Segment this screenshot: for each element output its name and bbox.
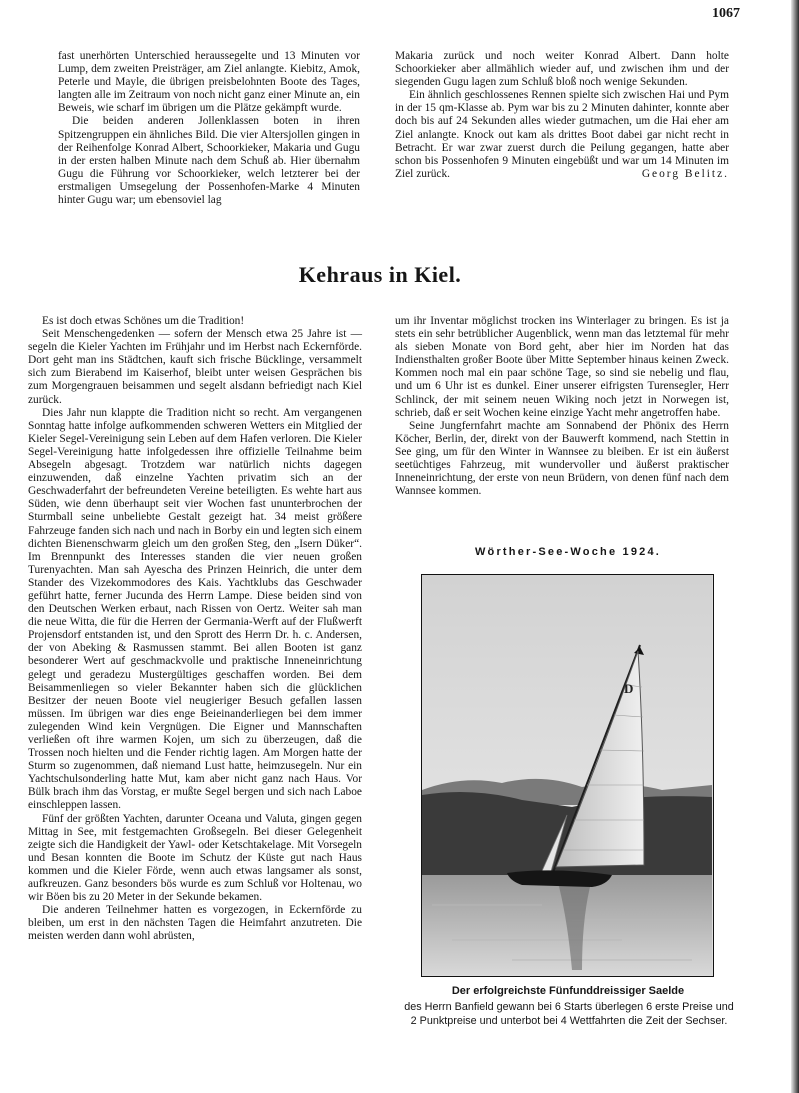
article-right-column [395,315,729,498]
paragraph: Es ist doch etwas Schönes um die Tradition! [42,315,245,327]
paragraph: Die beiden anderen Jollenklassen boten in ihren Spitzengruppen ein ähnliches Bild. Die vier Altersjollen gingen in der Reihenfolge Konrad Albert, Schoorkieker, Makaria und Gugu in der ersten halben Minute nach dem Schuß ab. Hier übernahm Gugu die Führung vor Schoorkieker, welch letzterer bei der erstmaligen Umsegelung der Possenhofen-Marke 4 Minuten hinter Gugu war; um ebensoviel lag [58,115,360,207]
sail-number: D [624,681,634,696]
paragraph: Seine Jungfernfahrt machte am Sonnabend der Phönix des Herrn Köcher, Berlin, der, direkt von der Bauwerft kommend, nach Stettin in See ging, um für den Winter in Wannsee zu bleiben. Er ist ein äußerst seetüchtiges Fahrzeug, mit wundervoller und äußerst praktischer Inneneinrichtung, der erste von neun Brüdern, von denen fünf nach dem Wannsee kommen. [395,419,729,498]
figure-caption-title: Der erfolgreichste Fünfunddreissiger Saelde [451,985,685,997]
paragraph: fast unerhörten Unterschied heraussegelte und 13 Minuten vor Lump, dem zweiten Preisträger, am Ziel anlangte. Kiebitz, Amok, Peterle und Mayle, die übrigen preisbelohnten Boote des Tages, langten alle im Zeitraum von noch nicht ganz einer Minute an, ein Beweis, wie scharf im übrigen um die Plätze gekämpft wurde. [58,50,360,115]
paragraph: um ihr Inventar möglichst trocken ins Winterlager zu bringen. Es ist ja stets ein sehr betrüblicher Augenblick, wenn man das letztemal für mehr als sieben Monate von Bord geht, aber hier im Norden hat das Indiensthalten großer Boote über Mitte September hinaus keinen Zweck. Kommen noch mal ein paar schöne Tage, so sind sie nebelig und flau, und um 6 Uhr ist es dunkel. Einer unserer eifrigsten Turensegler, Herr Schlinck, der mit seinem neuen Wiking noch jetzt in Norwegen ist, schrieb, daß er seit Wochen keine einzige Yacht mehr angetroffen habe. [395,315,729,419]
paragraph: Dies Jahr nun klappte die Tradition nicht so recht. Am vergangenen Sonntag hatte infolge aufkommenden schweren Wetters ein Mitglied der Kieler Segel-Vereinigung sein Leben auf dem Hafen verloren. Die Kieler Segel-Vereinigung hatte infolgedessen ihre offizielle Teilnahme beim Absegeln abgesagt. Trotzdem war natürlich nichts dagegen einzuwenden, daß einzelne Yachten privatim sich an der Geschwaderfahrt der befreundeten Vereine beteiligten. Es wehte hart aus Süden, wie denn überhaupt seit vier Wochen fast ununterbrochen der Sturmball seine unbeliebte Gestalt gezeigt hat. 34 meist größere Fahrzeuge fanden sich nach und nach in Borby ein und legten sich einem dichten Bienenschwarm gleich um den großen Steg, den „Isern Düker“. Im Brennpunkt des Interesses standen die vier neuen großen Turenyachten. Man sah Ayescha des Prinzen Heinrich, die unter dem Stander des Vizekommodores des Kais. Yachtklubs das Geschwader geführt hatte, ferner Jucunda des Herrn Lampe. Diese beiden sind von den Deutschen Werken erbaut, nach Rissen von Oertz. Weiter sah man die neue Witta, die für die Herren der Germania-Werft auf der Flußwerft Projensdorf entstanden ist, und den Sprott des Herrn Dr. h. c. Andersen, der von Abeking & Rasmussen stammt. Bei allen Booten ist ganz besonderer Wert auf geschmackvolle und praktische Inneneinrichtung gelegt und geradezu Mustergültiges geschaffen worden. Bei dem Beisammenliegen so vieler Bekannter haben sich die glücklichen Besitzer der neuen Boote viel neugieriger Besuch gefallen lassen müssen. Im übrigen war dies enge Beieinanderliegen bei dem immer zulegenden Wind kein Vergnügen. Die Eigner und Mannschaften verließen oft ihre warmen Kojen, um sich zu überzeugen, daß die Trossen noch hielten und die Fender richtig lagen. Am Morgen hatte der Sturm so zugenommen, daß niemand Lust hatte, heimzusegeln. Nur ein Yachtschulsonderling hatte Mut, kam aber nicht ganz nach Haus. Vor Bülk brach ihm das Vorstag, er mußte Segel bergen und sich nach Laboe einschleppen lassen. [28,406,362,812]
article-title: Kehraus in Kiel. [298,262,462,287]
paragraph: Makaria zurück und noch weiter Konrad Albert. Dann holte Schoorkieker aber allmählich wieder auf, und zwischen ihm und der siegenden Gugu lagen zum Schluß bloß noch wenige Sekunden. [395,50,729,89]
paragraph: Die anderen Teilnehmer hatten es vorgezogen, in Eckernförde zu bleiben, um erst in den nächsten Tagen die Heimfahrt anzutreten. Die meisten werden dann wohl abrüsten, [28,904,362,943]
sailboat-photo [421,574,714,977]
paragraph: Fünf der größten Yachten, darunter Oceana und Valuta, gingen gegen Mittag in See, mit festgemachten Großsegeln. Bei dieser Gelegenheit zeigte sich die Handigkeit der Yawl- oder Ketschtakelage. Mit Vorsegeln und Besan konnten die Boote im Schutz der Küste gut nach Haus kommen und die Kieler Förde, wenn auch etwas langsamer als sonst, aufkreuzen. Ganz besonders bös wurde es zum Schluß vor Holtenau, wo wir Böen bis zu 20 Meter in der Sekunde bekamen. [28,812,362,904]
previous-article-left-column [58,50,360,207]
binding-shadow [791,0,799,1093]
article-left-column [28,315,362,944]
author-signature: Georg Belitz. [641,167,729,180]
figure-heading: Wörther-See-Woche 1924. [474,546,662,558]
sailboat-illustration [422,575,712,975]
previous-article-right-column [395,50,729,181]
paragraph-text: Ein ähnlich geschlossenes Rennen spielte sich zwischen Hai und Pym in der 15 qm-Klasse ab. Pym war bis zu 2 Minuten dahinter, konnte aber doch bis auf 24 Sekunden alles wieder gutmachen, um die Hai eher am Ziel anlangte. Knock out kam als drittes Boot dabei gar nicht recht in Betracht. Er war zwar zuerst durch die Peilung gegangen, hatte aber schon bis Possenhofen 9 Minuten eingebüßt und war um 14 Minuten im Ziel zurück. [395,89,729,180]
page-number: 1067 [712,6,740,21]
figure-caption-text: des Herrn Banfield gewann bei 6 Starts überlegen 6 erste Preise und 2 Punktpreise und unterbot bei 4 Wettfahrten die Zeit der Sechser. [404,1001,734,1027]
paragraph [395,89,729,181]
paragraph: Seit Menschengedenken — sofern der Mensch etwa 25 Jahre ist — segeln die Kieler Yachten im Frühjahr und im Herbst nach Eckernförde. Dort geht man ins Städtchen, kauft sich frische Bücklinge, versammelt sich zum Bierabend im Kaiserhof, bleibt unter weisen Gesprächen bis zum Morgengrauen beisammen und segelt alsdann befriedigt nach Kiel zurück. [28,328,362,406]
